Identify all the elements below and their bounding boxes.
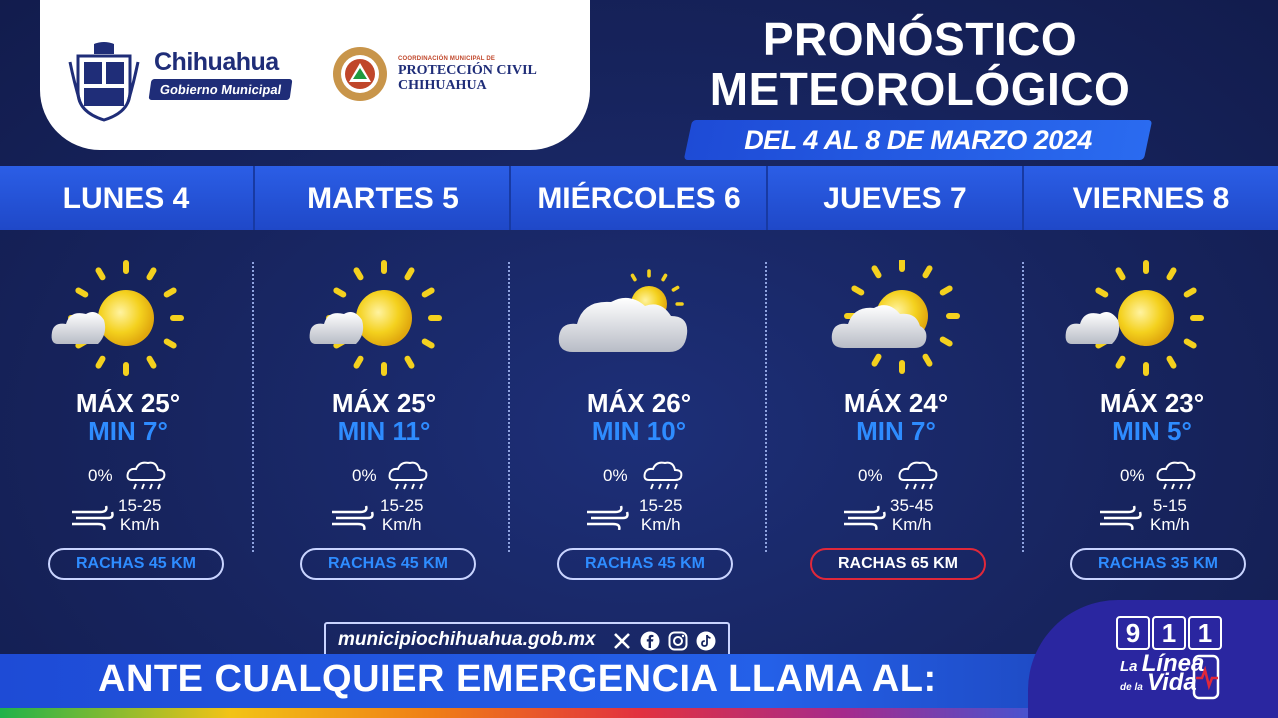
wind-icon bbox=[70, 504, 114, 530]
rain-chance bbox=[0, 458, 256, 492]
vida-vida: Vida bbox=[1146, 669, 1197, 696]
wind-speed bbox=[118, 496, 161, 534]
rain-chance bbox=[768, 458, 1024, 492]
wind-unit: Km/h bbox=[381, 515, 422, 534]
forecast-day-viernes bbox=[1024, 230, 1278, 590]
title-line2: METEOROLÓGICO bbox=[709, 63, 1131, 115]
wind bbox=[1024, 494, 1278, 538]
wind-range: 15-25 bbox=[639, 496, 683, 515]
wind-unit: Km/h bbox=[119, 515, 160, 534]
date-range: DEL 4 AL 8 DE MARZO 2024 bbox=[744, 125, 1092, 155]
temp-min: MIN 11° bbox=[337, 416, 431, 446]
proteccion-civil-logo-icon bbox=[330, 44, 390, 104]
wind-unit: Km/h bbox=[891, 515, 932, 534]
rain-cloud-icon bbox=[386, 458, 430, 492]
temp-min: MIN 5° bbox=[1112, 416, 1192, 446]
pc-line2: CHIHUAHUA bbox=[398, 78, 487, 93]
rain-cloud-icon bbox=[896, 458, 940, 492]
rain-cloud-icon bbox=[1154, 458, 1198, 492]
gust-badge: RACHAS 45 KM bbox=[48, 548, 224, 580]
wind-speed bbox=[890, 496, 933, 534]
rain-cloud-icon bbox=[124, 458, 168, 492]
rain-chance bbox=[511, 458, 767, 492]
gust-badge: RACHAS 45 KM bbox=[300, 548, 476, 580]
phone-icon bbox=[1190, 654, 1222, 700]
rain-chance bbox=[1024, 458, 1278, 492]
municipality-sub: Gobierno Municipal bbox=[149, 79, 293, 100]
pc-coord: COORDINACIÓN MUNICIPAL DE bbox=[398, 56, 496, 62]
wind-range: 5-15 bbox=[1152, 496, 1187, 515]
x-icon[interactable] bbox=[612, 631, 632, 651]
day-header-martes: MARTES 5 bbox=[307, 182, 459, 215]
wind bbox=[768, 494, 1024, 538]
day-header-jueves: JUEVES 7 bbox=[823, 182, 967, 215]
wind bbox=[256, 494, 512, 538]
wind bbox=[511, 494, 767, 538]
logo-card bbox=[40, 0, 590, 150]
website-box[interactable] bbox=[324, 622, 730, 658]
vida-dela: de la bbox=[1120, 682, 1143, 693]
wind-range: 15-25 bbox=[380, 496, 424, 515]
partly-cloudy-icon bbox=[768, 260, 1024, 380]
temp-max: MÁX 24° bbox=[843, 388, 949, 418]
day-header-miercoles: MIÉRCOLES 6 bbox=[537, 182, 741, 215]
digit: 9 bbox=[1116, 616, 1150, 650]
forecast-day-martes bbox=[256, 230, 512, 590]
temp-max: MÁX 26° bbox=[586, 388, 692, 418]
page-title bbox=[660, 14, 1180, 114]
forecast-day-jueves bbox=[768, 230, 1024, 590]
emergency-text: ANTE CUALQUIER EMERGENCIA LLAMA AL: bbox=[98, 658, 937, 700]
wind-speed bbox=[639, 496, 682, 534]
wind-icon bbox=[330, 504, 374, 530]
instagram-icon[interactable] bbox=[668, 631, 688, 651]
gust-badge-alert: RACHAS 65 KM bbox=[810, 548, 986, 580]
forecast-day-miercoles bbox=[511, 230, 767, 590]
day-header-viernes: VIERNES 8 bbox=[1072, 182, 1230, 215]
digit: 1 bbox=[1188, 616, 1222, 650]
digit: 1 bbox=[1152, 616, 1186, 650]
emergency-number[interactable] bbox=[1116, 616, 1224, 650]
wind-icon bbox=[842, 504, 886, 530]
temp-max: MÁX 25° bbox=[331, 388, 437, 418]
day-separator bbox=[253, 166, 255, 230]
rain-cloud-icon bbox=[641, 458, 685, 492]
temp-max: MÁX 23° bbox=[1099, 388, 1205, 418]
wind bbox=[0, 494, 256, 538]
vida-linea: Línea bbox=[1141, 650, 1205, 677]
temp-min: MIN 10° bbox=[591, 416, 687, 446]
gust-badge: RACHAS 45 KM bbox=[557, 548, 733, 580]
wind-speed bbox=[380, 496, 423, 534]
day-header-lunes: LUNES 4 bbox=[62, 182, 190, 215]
gust-badge: RACHAS 35 KM bbox=[1070, 548, 1246, 580]
wind-unit: Km/h bbox=[1150, 515, 1190, 534]
wind-icon bbox=[1098, 504, 1142, 530]
municipality-name: Chihuahua bbox=[154, 48, 279, 76]
rain-chance bbox=[256, 458, 512, 492]
tiktok-icon[interactable] bbox=[696, 631, 716, 651]
sun-cloud-icon bbox=[1024, 260, 1278, 380]
rain-percent: 0% bbox=[88, 466, 113, 485]
pc-name bbox=[398, 63, 537, 93]
facebook-icon[interactable] bbox=[640, 631, 660, 651]
temp-min: MIN 7° bbox=[856, 416, 936, 446]
title-line1: PRONÓSTICO bbox=[762, 13, 1078, 65]
wind-range: 15-25 bbox=[118, 496, 162, 515]
wind-speed bbox=[1150, 496, 1190, 534]
forecast-day-lunes bbox=[0, 230, 256, 590]
temp-min: MIN 7° bbox=[88, 416, 168, 446]
rain-percent: 0% bbox=[352, 466, 377, 485]
wind-unit: Km/h bbox=[640, 515, 681, 534]
rain-percent: 0% bbox=[603, 466, 628, 485]
rain-percent: 0% bbox=[858, 466, 883, 485]
rain-percent: 0% bbox=[1120, 466, 1145, 485]
wind-icon bbox=[585, 504, 629, 530]
wind-range: 35-45 bbox=[890, 496, 934, 515]
cloudy-icon bbox=[511, 260, 767, 380]
vida-la: La bbox=[1120, 658, 1138, 675]
pc-line1: PROTECCIÓN CIVIL bbox=[398, 63, 537, 78]
sun-cloud-icon bbox=[256, 260, 512, 380]
temp-max: MÁX 25° bbox=[75, 388, 181, 418]
coat-of-arms-icon bbox=[68, 42, 140, 122]
sun-cloud-icon bbox=[0, 260, 256, 380]
website-url[interactable]: municipiochihuahua.gob.mx bbox=[338, 629, 596, 650]
